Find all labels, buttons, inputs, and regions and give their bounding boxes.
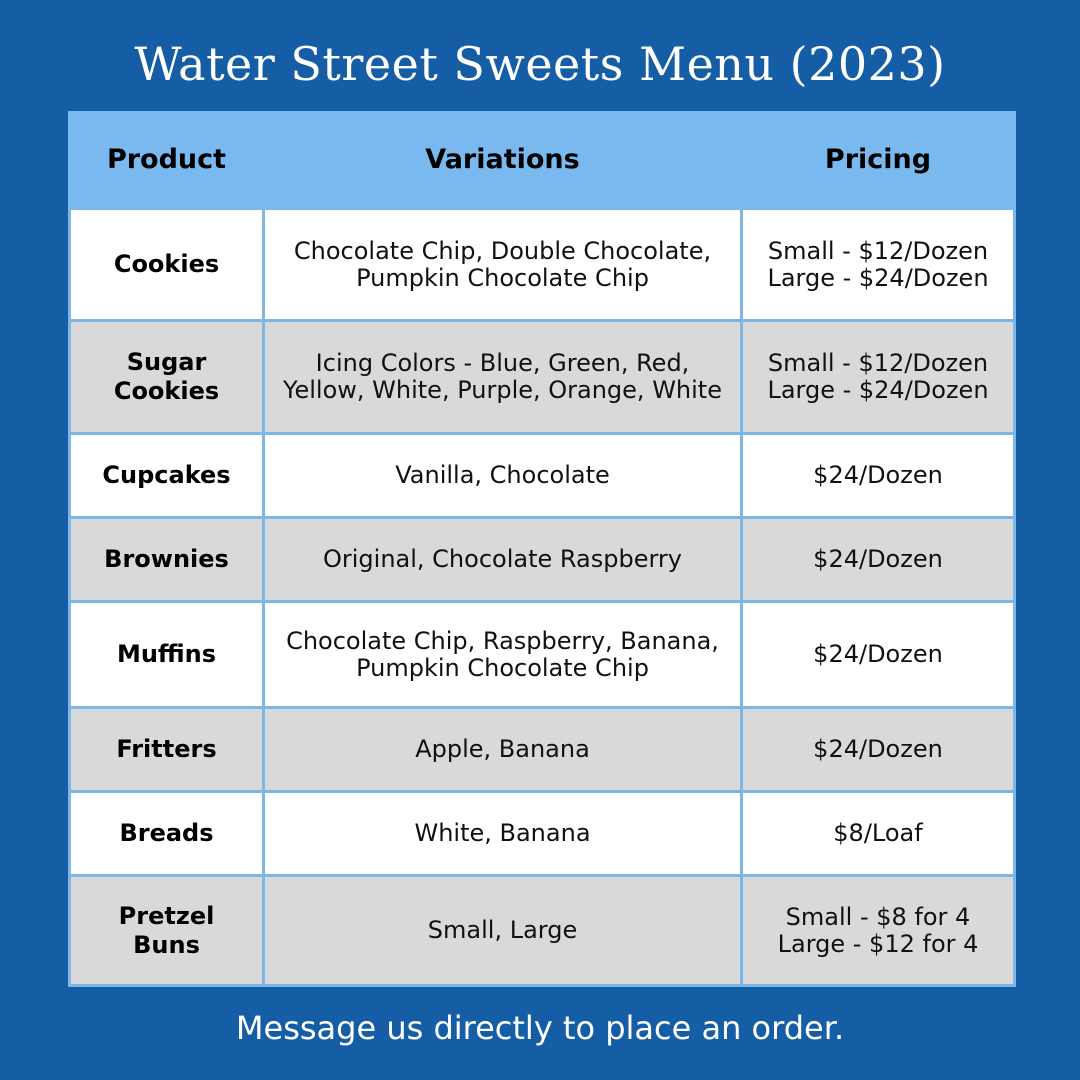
variations-cell: Small, Large [264,876,742,986]
table-row [70,876,1015,986]
table-row [70,434,1015,518]
variations-cell: Chocolate Chip, Double Chocolate, Pumpkin Chocolate Chip [264,209,742,321]
pricing-cell: Small - $12/Dozen Large - $24/Dozen [742,209,1015,321]
variations-cell: Chocolate Chip, Raspberry, Banana, Pumpkin Chocolate Chip [264,602,742,708]
menu-title: Water Street Sweets Menu (2023) [134,37,946,91]
pricing-cell: Small - $12/Dozen Large - $24/Dozen [742,321,1015,434]
product-cell: Brownies [70,518,264,602]
header-pricing: Pricing [742,111,1015,209]
pricing-cell: $8/Loaf [742,792,1015,876]
header-variations: Variations [264,111,742,209]
variations-cell: Apple, Banana [264,708,742,792]
product-cell: Breads [70,792,264,876]
product-cell: Sugar Cookies [70,321,264,434]
pricing-cell: $24/Dozen [742,518,1015,602]
table-row [70,209,1015,321]
pricing-cell: $24/Dozen [742,708,1015,792]
menu-table [68,111,1016,987]
variations-cell: Original, Chocolate Raspberry [264,518,742,602]
product-cell: Cupcakes [70,434,264,518]
pricing-cell: Small - $8 for 4 Large - $12 for 4 [742,876,1015,986]
table-row [70,708,1015,792]
variations-cell: White, Banana [264,792,742,876]
product-cell: Cookies [70,209,264,321]
table-row [70,321,1015,434]
product-cell: Muffins [70,602,264,708]
product-cell: Pretzel Buns [70,876,264,986]
product-cell: Fritters [70,708,264,792]
header-product: Product [70,111,264,209]
table-row [70,792,1015,876]
variations-cell: Vanilla, Chocolate [264,434,742,518]
pricing-cell: $24/Dozen [742,602,1015,708]
table-row [70,518,1015,602]
variations-cell: Icing Colors - Blue, Green, Red, Yellow, White, Purple, Orange, White [264,321,742,434]
table-row [70,602,1015,708]
header-row [70,111,1015,209]
pricing-cell: $24/Dozen [742,434,1015,518]
order-message: Message us directly to place an order. [235,1009,845,1047]
